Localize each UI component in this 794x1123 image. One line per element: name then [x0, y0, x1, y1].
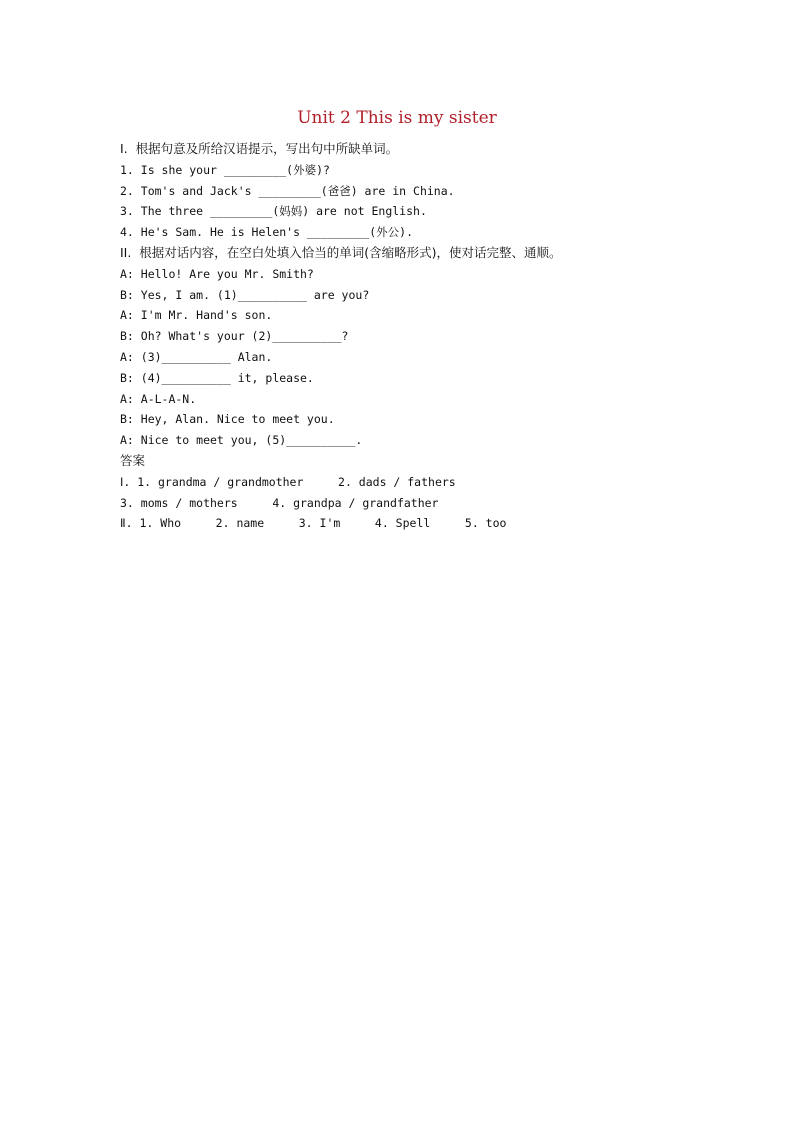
dialogue-line-2: B: Yes, I am. (1)__________ are you?: [120, 287, 370, 302]
dialogue-line-4: B: Oh? What's your (2)__________?: [120, 329, 349, 344]
section-1-item-2: 2. Tom's and Jack's _________(爸爸) are in China.: [120, 183, 455, 198]
dialogue-line-3: A: I'm Mr. Hand's son.: [120, 308, 273, 323]
answer-line-1: Ⅰ. 1. grandma / grandmother 2. dads / fathers: [120, 474, 456, 489]
dialogue-line-7: A: A-L-A-N.: [120, 391, 197, 406]
section-1-item-3: 3. The three _________(妈妈) are not English.: [120, 204, 427, 219]
page-title: Unit 2 This is my sister: [297, 108, 497, 128]
worksheet-content: [120, 139, 680, 534]
section-1-item-4: 4. He's Sam. He is Helen's _________(外公).: [120, 225, 414, 240]
dialogue-line-8: B: Hey, Alan. Nice to meet you.: [120, 412, 335, 427]
dialogue-line-6: B: (4)__________ it, please.: [120, 370, 314, 385]
answers-heading: 答案: [120, 452, 146, 468]
section-1-item-1: 1. Is she your _________(外婆)?: [120, 162, 330, 177]
answer-line-2: 3. moms / mothers 4. grandpa / grandfather: [120, 495, 439, 510]
dialogue-line-5: A: (3)__________ Alan.: [120, 349, 273, 364]
dialogue-line-1: A: Hello! Are you Mr. Smith?: [120, 266, 314, 281]
section-1-heading: Ⅰ. 根据句意及所给汉语提示，写出句中所缺单词。: [120, 141, 399, 156]
answer-line-3: Ⅱ. 1. Who 2. name 3. I'm 4. Spell 5. too: [120, 516, 507, 531]
section-2-heading: II. 根据对话内容，在空白处填入恰当的单词(含缩略形式)，使对话完整、通顺。: [120, 244, 562, 260]
dialogue-line-9: A: Nice to meet you, (5)__________.: [120, 433, 363, 448]
